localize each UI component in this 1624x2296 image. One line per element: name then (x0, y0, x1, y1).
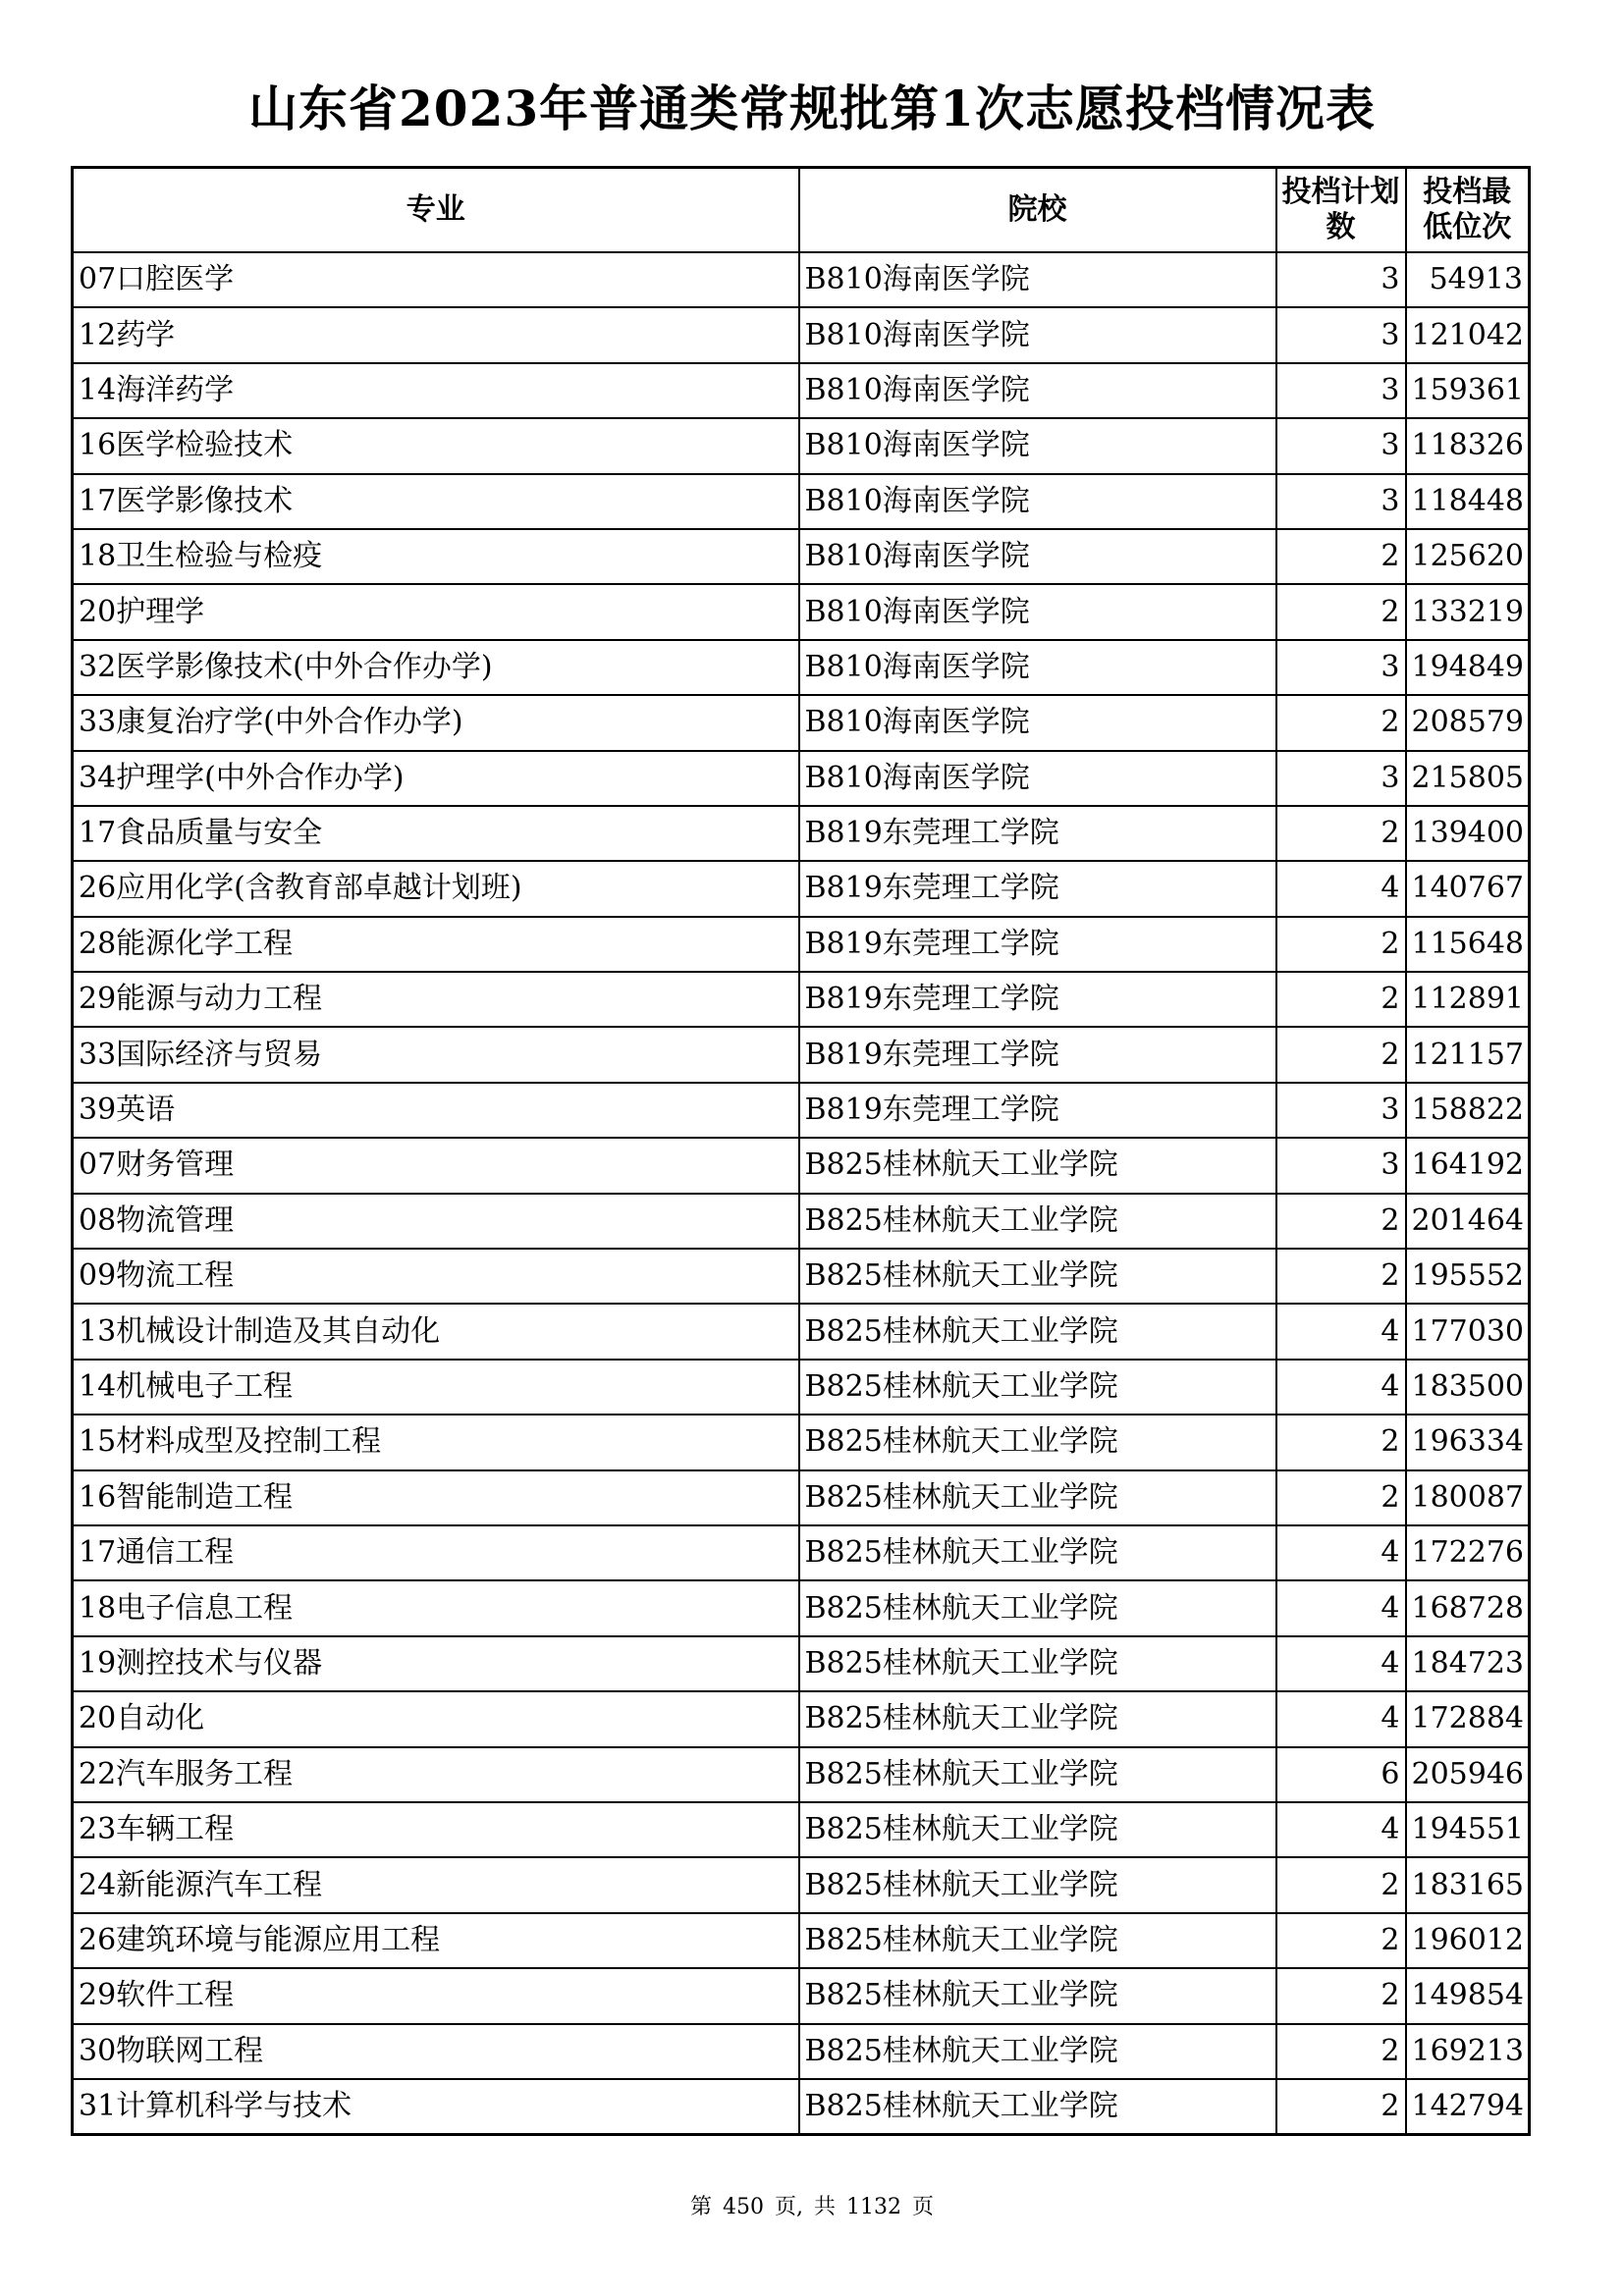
cell-plan-count: 3 (1276, 751, 1406, 806)
cell-plan-count: 4 (1276, 1636, 1406, 1691)
cell-school: B819东莞理工学院 (799, 972, 1276, 1027)
cell-min-rank: 140767 (1406, 861, 1530, 916)
header-school: 院校 (799, 168, 1276, 253)
cell-major: 18电子信息工程 (73, 1580, 799, 1635)
cell-school: B810海南医学院 (799, 751, 1276, 806)
cell-school: B825桂林航天工业学院 (799, 1802, 1276, 1857)
table-row (73, 1525, 1530, 1580)
cell-min-rank: 177030 (1406, 1304, 1530, 1359)
cell-min-rank: 121042 (1406, 307, 1530, 362)
cell-plan-count: 4 (1276, 1304, 1406, 1359)
cell-min-rank: 172884 (1406, 1691, 1530, 1746)
cell-plan-count: 2 (1276, 584, 1406, 639)
cell-school: B825桂林航天工业学院 (799, 1415, 1276, 1469)
table-row (73, 1083, 1530, 1138)
cell-major: 20护理学 (73, 584, 799, 639)
cell-major: 09物流工程 (73, 1249, 799, 1304)
cell-min-rank: 149854 (1406, 1968, 1530, 2023)
cell-school: B819东莞理工学院 (799, 917, 1276, 972)
table-row (73, 1194, 1530, 1249)
cell-major: 33国际经济与贸易 (73, 1027, 799, 1082)
cell-school: B825桂林航天工业学院 (799, 2024, 1276, 2079)
cell-min-rank: 183500 (1406, 1360, 1530, 1415)
cell-major: 16医学检验技术 (73, 418, 799, 473)
table-row (73, 1470, 1530, 1525)
cell-major: 30物联网工程 (73, 2024, 799, 2079)
cell-major: 14海洋药学 (73, 363, 799, 418)
table-row (73, 307, 1530, 362)
table-row (73, 1249, 1530, 1304)
cell-plan-count: 2 (1276, 1194, 1406, 1249)
cell-min-rank: 115648 (1406, 917, 1530, 972)
cell-major: 20自动化 (73, 1691, 799, 1746)
page-footer: 第 450 页, 共 1132 页 (690, 2195, 934, 2219)
cell-major: 22汽车服务工程 (73, 1747, 799, 1802)
cell-min-rank: 125620 (1406, 529, 1530, 584)
table-row (73, 1580, 1530, 1635)
cell-school: B825桂林航天工业学院 (799, 1138, 1276, 1193)
cell-plan-count: 2 (1276, 2024, 1406, 2079)
cell-min-rank: 139400 (1406, 806, 1530, 861)
cell-plan-count: 4 (1276, 1525, 1406, 1580)
cell-school: B810海南医学院 (799, 307, 1276, 362)
cell-min-rank: 196012 (1406, 1913, 1530, 1968)
cell-school: B825桂林航天工业学院 (799, 1636, 1276, 1691)
cell-major: 26建筑环境与能源应用工程 (73, 1913, 799, 1968)
table-body (73, 252, 1530, 2135)
table-row (73, 1415, 1530, 1469)
cell-plan-count: 2 (1276, 2079, 1406, 2135)
table-row (73, 363, 1530, 418)
cell-school: B825桂林航天工业学院 (799, 2079, 1276, 2135)
page-title: 山东省2023年普通类常规批第1次志愿投档情况表 (248, 80, 1376, 137)
cell-plan-count: 4 (1276, 1580, 1406, 1635)
cell-major: 24新能源汽车工程 (73, 1857, 799, 1912)
cell-plan-count: 2 (1276, 1470, 1406, 1525)
cell-major: 15材料成型及控制工程 (73, 1415, 799, 1469)
table-row (73, 584, 1530, 639)
table-row (73, 917, 1530, 972)
cell-min-rank: 180087 (1406, 1470, 1530, 1525)
cell-major: 26应用化学(含教育部卓越计划班) (73, 861, 799, 916)
cell-major: 07财务管理 (73, 1138, 799, 1193)
cell-min-rank: 201464 (1406, 1194, 1530, 1249)
table-row (73, 1304, 1530, 1359)
cell-major: 39英语 (73, 1083, 799, 1138)
table-row (73, 1636, 1530, 1691)
cell-plan-count: 6 (1276, 1747, 1406, 1802)
table-row (73, 474, 1530, 529)
table-row (73, 529, 1530, 584)
cell-major: 32医学影像技术(中外合作办学) (73, 640, 799, 695)
cell-plan-count: 4 (1276, 1802, 1406, 1857)
cell-plan-count: 2 (1276, 1249, 1406, 1304)
cell-major: 13机械设计制造及其自动化 (73, 1304, 799, 1359)
cell-min-rank: 169213 (1406, 2024, 1530, 2079)
cell-school: B825桂林航天工业学院 (799, 1360, 1276, 1415)
header-plan-count: 投档计划数 (1276, 168, 1406, 253)
cell-plan-count: 3 (1276, 363, 1406, 418)
table-row (73, 751, 1530, 806)
cell-plan-count: 2 (1276, 1857, 1406, 1912)
table-row (73, 2024, 1530, 2079)
cell-major: 34护理学(中外合作办学) (73, 751, 799, 806)
table-row (73, 2079, 1530, 2135)
table-row (73, 861, 1530, 916)
cell-min-rank: 112891 (1406, 972, 1530, 1027)
table-row (73, 1691, 1530, 1746)
admission-table (71, 166, 1531, 2136)
header-min-rank: 投档最低位次 (1406, 168, 1530, 253)
cell-min-rank: 183165 (1406, 1857, 1530, 1912)
header-row (73, 168, 1530, 253)
cell-school: B810海南医学院 (799, 584, 1276, 639)
cell-school: B819东莞理工学院 (799, 1027, 1276, 1082)
table-row (73, 806, 1530, 861)
cell-plan-count: 2 (1276, 529, 1406, 584)
cell-major: 31计算机科学与技术 (73, 2079, 799, 2135)
cell-school: B825桂林航天工业学院 (799, 1913, 1276, 1968)
cell-major: 07口腔医学 (73, 252, 799, 307)
cell-school: B825桂林航天工业学院 (799, 1525, 1276, 1580)
table-row (73, 1138, 1530, 1193)
cell-min-rank: 194551 (1406, 1802, 1530, 1857)
cell-plan-count: 2 (1276, 806, 1406, 861)
cell-major: 14机械电子工程 (73, 1360, 799, 1415)
cell-plan-count: 4 (1276, 1360, 1406, 1415)
cell-plan-count: 2 (1276, 917, 1406, 972)
cell-school: B810海南医学院 (799, 363, 1276, 418)
table-row (73, 1857, 1530, 1912)
cell-plan-count: 4 (1276, 861, 1406, 916)
table-row (73, 695, 1530, 750)
table-row (73, 640, 1530, 695)
cell-plan-count: 2 (1276, 695, 1406, 750)
cell-min-rank: 54913 (1406, 252, 1530, 307)
cell-min-rank: 158822 (1406, 1083, 1530, 1138)
cell-school: B825桂林航天工业学院 (799, 1747, 1276, 1802)
header-major: 专业 (73, 168, 799, 253)
cell-plan-count: 2 (1276, 1415, 1406, 1469)
cell-school: B810海南医学院 (799, 695, 1276, 750)
cell-min-rank: 164192 (1406, 1138, 1530, 1193)
table-header (73, 168, 1530, 253)
cell-plan-count: 2 (1276, 1913, 1406, 1968)
cell-major: 12药学 (73, 307, 799, 362)
cell-min-rank: 195552 (1406, 1249, 1530, 1304)
cell-min-rank: 208579 (1406, 695, 1530, 750)
cell-min-rank: 205946 (1406, 1747, 1530, 1802)
cell-school: B810海南医学院 (799, 252, 1276, 307)
cell-min-rank: 172276 (1406, 1525, 1530, 1580)
cell-major: 28能源化学工程 (73, 917, 799, 972)
cell-min-rank: 168728 (1406, 1580, 1530, 1635)
cell-school: B819东莞理工学院 (799, 806, 1276, 861)
cell-min-rank: 133219 (1406, 584, 1530, 639)
cell-major: 17医学影像技术 (73, 474, 799, 529)
cell-major: 18卫生检验与检疫 (73, 529, 799, 584)
cell-min-rank: 194849 (1406, 640, 1530, 695)
cell-school: B825桂林航天工业学院 (799, 1249, 1276, 1304)
cell-major: 29软件工程 (73, 1968, 799, 2023)
cell-min-rank: 121157 (1406, 1027, 1530, 1082)
cell-plan-count: 3 (1276, 474, 1406, 529)
cell-school: B810海南医学院 (799, 640, 1276, 695)
cell-school: B825桂林航天工业学院 (799, 1470, 1276, 1525)
cell-school: B825桂林航天工业学院 (799, 1580, 1276, 1635)
cell-school: B819东莞理工学院 (799, 861, 1276, 916)
cell-min-rank: 159361 (1406, 363, 1530, 418)
cell-school: B825桂林航天工业学院 (799, 1691, 1276, 1746)
cell-plan-count: 3 (1276, 1138, 1406, 1193)
cell-school: B819东莞理工学院 (799, 1083, 1276, 1138)
cell-min-rank: 118448 (1406, 474, 1530, 529)
table-row (73, 1027, 1530, 1082)
cell-school: B810海南医学院 (799, 418, 1276, 473)
cell-major: 23车辆工程 (73, 1802, 799, 1857)
cell-plan-count: 3 (1276, 1083, 1406, 1138)
table-row (73, 252, 1530, 307)
table-row (73, 972, 1530, 1027)
cell-major: 19测控技术与仪器 (73, 1636, 799, 1691)
table-row (73, 1360, 1530, 1415)
cell-major: 29能源与动力工程 (73, 972, 799, 1027)
cell-school: B825桂林航天工业学院 (799, 1304, 1276, 1359)
cell-major: 33康复治疗学(中外合作办学) (73, 695, 799, 750)
cell-min-rank: 215805 (1406, 751, 1530, 806)
cell-major: 17通信工程 (73, 1525, 799, 1580)
cell-plan-count: 2 (1276, 1027, 1406, 1082)
cell-plan-count: 3 (1276, 252, 1406, 307)
cell-min-rank: 196334 (1406, 1415, 1530, 1469)
cell-plan-count: 2 (1276, 972, 1406, 1027)
cell-plan-count: 3 (1276, 640, 1406, 695)
cell-major: 16智能制造工程 (73, 1470, 799, 1525)
cell-min-rank: 184723 (1406, 1636, 1530, 1691)
cell-plan-count: 4 (1276, 1691, 1406, 1746)
cell-min-rank: 118326 (1406, 418, 1530, 473)
table-row (73, 418, 1530, 473)
table-row (73, 1968, 1530, 2023)
cell-school: B825桂林航天工业学院 (799, 1194, 1276, 1249)
cell-plan-count: 2 (1276, 1968, 1406, 2023)
table-row (73, 1802, 1530, 1857)
cell-school: B825桂林航天工业学院 (799, 1968, 1276, 2023)
cell-school: B825桂林航天工业学院 (799, 1857, 1276, 1912)
cell-school: B810海南医学院 (799, 529, 1276, 584)
table-row (73, 1747, 1530, 1802)
cell-plan-count: 3 (1276, 307, 1406, 362)
cell-major: 08物流管理 (73, 1194, 799, 1249)
cell-major: 17食品质量与安全 (73, 806, 799, 861)
table-row (73, 1913, 1530, 1968)
cell-min-rank: 142794 (1406, 2079, 1530, 2135)
cell-school: B810海南医学院 (799, 474, 1276, 529)
cell-plan-count: 3 (1276, 418, 1406, 473)
